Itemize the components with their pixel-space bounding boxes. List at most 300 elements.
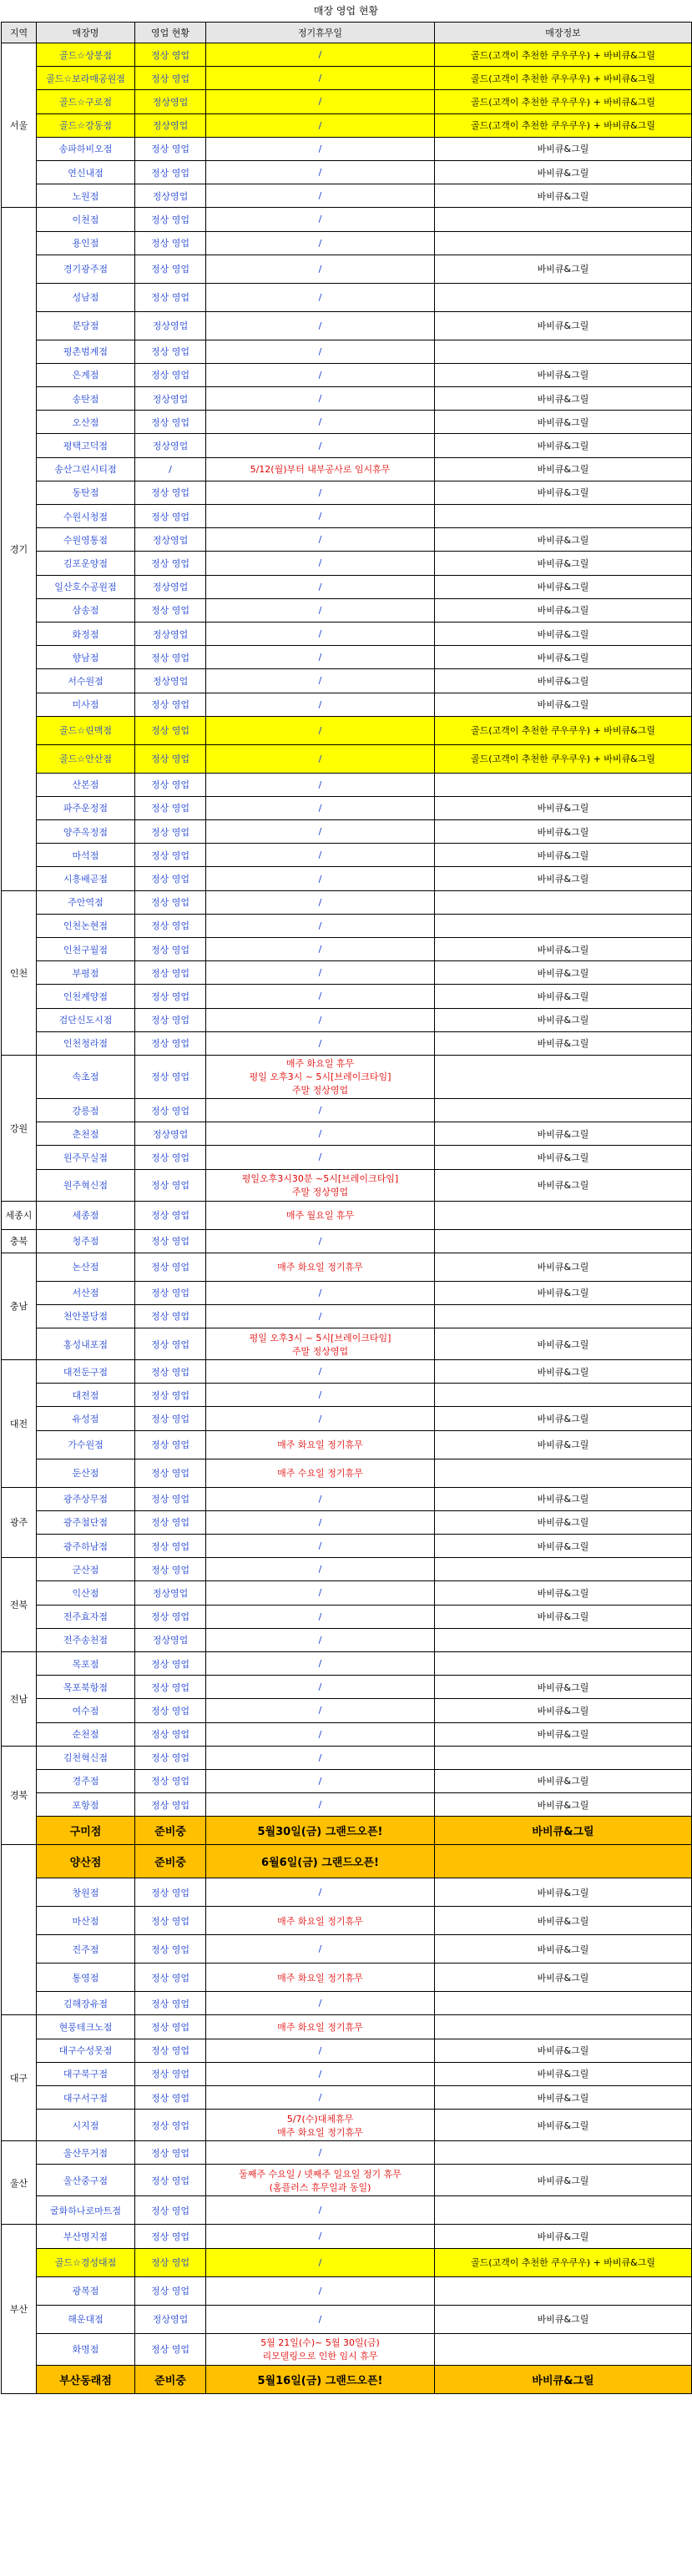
store-name-cell: 광주첨단점 [37,1510,135,1534]
holiday-cell: / [206,231,435,255]
status-cell: 정상영업 [135,1581,206,1605]
store-name-cell: 부평점 [37,961,135,985]
table-row [2,2165,692,2196]
table-row [2,961,692,985]
store-info-cell [435,1628,692,1651]
holiday-cell: / [206,985,435,1008]
status-cell: 정상 영업 [135,231,206,255]
holiday-cell: 5월16일(금) 그랜드오픈! [206,2365,435,2393]
store-name-cell: 은계점 [37,363,135,386]
status-cell: 정상 영업 [135,844,206,867]
region-cell: 경기 [2,208,37,890]
store-name-cell: 화정점 [37,622,135,645]
table-row [2,231,692,255]
store-name-cell: 순천점 [37,1722,135,1746]
table-row [2,2110,692,2141]
store-info-cell [435,1459,692,1487]
status-cell: 정상 영업 [135,481,206,504]
holiday-cell: / [206,1384,435,1407]
status-cell: 정상 영업 [135,2165,206,2196]
table-row [2,1581,692,1605]
store-info-cell: 바비큐&그릴 [435,2110,692,2141]
store-info-cell: 바비큐&그릴 [435,844,692,867]
table-row [2,1055,692,1098]
store-info-cell: 골드(고객이 추천한 쿠우쿠우) + 바비큐&그릴 [435,90,692,113]
holiday-cell: 5/12(월)부터 내부공사로 임시휴무 [206,457,435,481]
holiday-cell: / [206,598,435,622]
table-row [2,890,692,914]
status-cell: 정상 영업 [135,2333,206,2365]
store-info-cell: 바비큐&그릴 [435,1510,692,1534]
region-cell: 광주 [2,1487,37,1558]
store-name-cell: 가수원점 [37,1430,135,1459]
store-name-cell: 수원영통점 [37,528,135,552]
region-cell: 부산 [2,2225,37,2393]
holiday-cell: / [206,1699,435,1722]
store-name-cell: 주안역점 [37,890,135,914]
table-row [2,160,692,184]
status-cell: 정상 영업 [135,1098,206,1122]
status-cell: 정상 영업 [135,938,206,961]
store-info-cell [435,1558,692,1581]
table-row [2,1628,692,1651]
store-info-cell [435,208,692,231]
status-cell: 정상 영업 [135,2225,206,2248]
holiday-cell: / [206,914,435,937]
status-cell: 준비중 [135,2365,206,2393]
store-name-cell: 수원시청점 [37,505,135,528]
table-row [2,113,692,137]
status-cell: 정상 영업 [135,693,206,716]
store-name-cell: 검단신도시점 [37,1008,135,1031]
holiday-cell: / [206,340,435,363]
table-row [2,575,692,598]
store-name-cell: 익산점 [37,1581,135,1605]
table-row [2,1605,692,1628]
store-info-cell: 바비큐&그릴 [435,1722,692,1746]
table-row [2,1430,692,1459]
table-row [2,598,692,622]
holiday-cell: / [206,669,435,693]
store-info-cell: 바비큐&그릴 [435,1907,692,1935]
store-name-cell: 송탄점 [37,387,135,411]
holiday-cell: / [206,2086,435,2110]
table-row [2,1487,692,1510]
table-row [2,1964,692,1992]
store-name-cell: 구미점 [37,1817,135,1845]
status-cell: 정상 영업 [135,1935,206,1964]
header-region: 지역 [2,23,37,43]
region-cell: 전북 [2,1558,37,1652]
table-row [2,255,692,283]
store-name-cell: 골드☆린맥점 [37,716,135,744]
store-name-cell: 대전점 [37,1384,135,1407]
table-row [2,693,692,716]
table-row [2,744,692,773]
store-info-cell [435,914,692,937]
region-cell: 충남 [2,1253,37,1359]
table-row [2,457,692,481]
status-cell: 정상영업 [135,622,206,645]
region-cell: 인천 [2,890,37,1055]
table-row [2,283,692,311]
holiday-cell: / [206,716,435,744]
store-info-cell: 골드(고객이 추천한 쿠우쿠우) + 바비큐&그릴 [435,744,692,773]
status-cell: 정상 영업 [135,1146,206,1169]
store-info-cell: 바비큐&그릴 [435,622,692,645]
header-holiday: 정기휴무일 [206,23,435,43]
page-title: 매장 영업 현황 [313,5,379,17]
header-store: 매장명 [37,23,135,43]
table-row [2,1146,692,1169]
holiday-cell: / [206,2141,435,2165]
holiday-cell: / [206,1651,435,1675]
store-info-cell [435,1746,692,1769]
holiday-cell: / [206,646,435,669]
region-cell: 경북 [2,1746,37,1845]
holiday-cell: / [206,1008,435,1031]
store-name-cell: 논산점 [37,1253,135,1281]
table-row [2,669,692,693]
holiday-cell: 매주 수요일 정기휴무 [206,1459,435,1487]
store-info-cell: 바비큐&그릴 [435,363,692,386]
status-cell: 정상 영업 [135,2110,206,2141]
store-name-cell: 둔산점 [37,1459,135,1487]
holiday-cell: / [206,1122,435,1146]
table-row [2,2305,692,2333]
status-cell: 정상 영업 [135,2015,206,2039]
store-info-cell: 바비큐&그릴 [435,1360,692,1384]
table-row [2,1793,692,1817]
holiday-cell: 평일오후3시30분 ~5시[브레이크타임] 주말 정상영업 [206,1169,435,1201]
table-row [2,1008,692,1031]
table-row [2,1746,692,1769]
status-cell: 정상영업 [135,575,206,598]
store-info-cell [435,2015,692,2039]
holiday-cell: / [206,311,435,340]
store-name-cell: 용인점 [37,231,135,255]
store-name-cell: 목포북항점 [37,1676,135,1699]
holiday-cell: / [206,1628,435,1651]
store-name-cell: 울산무거점 [37,2141,135,2165]
table-row [2,2248,692,2276]
holiday-cell: / [206,67,435,90]
table-row [2,2276,692,2305]
store-info-cell: 바비큐&그릴 [435,481,692,504]
table-row [2,985,692,1008]
status-cell: 정상 영업 [135,744,206,773]
table-row [2,646,692,669]
store-name-cell: 미사점 [37,693,135,716]
table-row [2,1817,692,1845]
store-name-cell: 전주효자점 [37,1605,135,1628]
holiday-cell: / [206,890,435,914]
store-info-cell: 바비큐&그릴 [435,1253,692,1281]
holiday-cell: / [206,160,435,184]
status-cell: 정상 영업 [135,1907,206,1935]
status-cell: 정상 영업 [135,1793,206,1817]
holiday-cell: / [206,1935,435,1964]
holiday-cell: 6월6일(금) 그랜드오픈! [206,1845,435,1878]
store-name-cell: 이천점 [37,208,135,231]
store-status-table [1,22,692,2394]
status-cell: 정상 영업 [135,1360,206,1384]
store-info-cell: 바비큐&그릴 [435,137,692,160]
store-info-cell: 바비큐&그릴 [435,1430,692,1459]
store-name-cell: 광복점 [37,2276,135,2305]
store-name-cell: 골드☆강동점 [37,113,135,137]
store-name-cell: 대구서구점 [37,2086,135,2110]
holiday-cell: / [206,184,435,208]
store-name-cell: 인천청라점 [37,1031,135,1055]
holiday-cell: / [206,90,435,113]
holiday-cell: / [206,1360,435,1384]
holiday-cell: / [206,113,435,137]
table-row [2,137,692,160]
table-row [2,796,692,819]
table-row [2,2196,692,2225]
store-info-cell: 바비큐&그릴 [435,552,692,575]
status-cell: 정상 영업 [135,363,206,386]
store-name-cell: 부산명지점 [37,2225,135,2248]
status-cell: 정상 영업 [135,43,206,67]
status-cell: 정상 영업 [135,283,206,311]
store-info-cell: 골드(고객이 추천한 쿠우쿠우) + 바비큐&그릴 [435,716,692,744]
store-name-cell: 일산호수공원점 [37,575,135,598]
status-cell: 정상 영업 [135,1558,206,1581]
store-name-cell: 골드☆경성대점 [37,2248,135,2276]
status-cell: 정상 영업 [135,867,206,890]
region-cell: 서울 [2,43,37,208]
store-name-cell: 시지점 [37,2110,135,2141]
store-info-cell [435,1384,692,1407]
table-row [2,1992,692,2015]
table-row [2,1253,692,1281]
store-info-cell [435,340,692,363]
store-name-cell: 골드☆안산점 [37,744,135,773]
holiday-cell: / [206,283,435,311]
status-cell: 정상 영업 [135,1407,206,1430]
store-name-cell: 평촌범계점 [37,340,135,363]
holiday-cell: / [206,1031,435,1055]
region-cell: 울산 [2,2141,37,2225]
store-name-cell: 분당점 [37,311,135,340]
store-info-cell: 바비큐&그릴 [435,2165,692,2196]
status-cell: 정상 영업 [135,1676,206,1699]
holiday-cell: 매주 화요일 정기휴무 [206,1430,435,1459]
store-info-cell: 바비큐&그릴 [435,1605,692,1628]
table-row [2,867,692,890]
holiday-cell: / [206,505,435,528]
table-row [2,434,692,457]
table-row [2,1384,692,1407]
status-cell: 정상 영업 [135,2062,206,2085]
store-info-cell: 바비큐&그릴 [435,311,692,340]
holiday-cell: 평일 오후3시 ~ 5시[브레이크타임] 주말 정상영업 [206,1328,435,1360]
store-name-cell: 송산그린시티점 [37,457,135,481]
status-cell: 정상 영업 [135,820,206,844]
table-row [2,528,692,552]
table-row [2,2365,692,2393]
holiday-cell: / [206,2276,435,2305]
holiday-cell: / [206,622,435,645]
status-cell: 정상 영업 [135,1304,206,1328]
region-cell: 충북 [2,1229,37,1253]
status-cell: 정상 영업 [135,1605,206,1628]
table-row [2,43,692,67]
table-row [2,67,692,90]
table-row [2,914,692,937]
store-name-cell: 산본점 [37,773,135,796]
store-info-cell: 바비큐&그릴 [435,1281,692,1304]
table-row [2,1651,692,1675]
holiday-cell: / [206,1793,435,1817]
status-cell: 정상 영업 [135,985,206,1008]
status-cell: 정상 영업 [135,1964,206,1992]
store-info-cell: 바비큐&그릴 [435,2062,692,2085]
status-cell: 정상 영업 [135,1746,206,1769]
status-cell: 정상 영업 [135,1459,206,1487]
status-cell: 정상영업 [135,311,206,340]
store-info-cell: 바비큐&그릴 [435,2365,692,2393]
store-info-cell: 바비큐&그릴 [435,820,692,844]
region-cell: 대전 [2,1360,37,1488]
status-cell: 정상 영업 [135,1487,206,1510]
store-name-cell: 대구북구점 [37,2062,135,2085]
status-cell: 정상영업 [135,1628,206,1651]
status-cell: 정상 영업 [135,1229,206,1253]
holiday-cell: / [206,820,435,844]
holiday-cell: / [206,552,435,575]
status-cell: 정상 영업 [135,411,206,434]
status-cell: 정상 영업 [135,2196,206,2225]
store-info-cell [435,1201,692,1229]
store-info-cell: 바비큐&그릴 [435,938,692,961]
store-name-cell: 원주무실점 [37,1146,135,1169]
store-name-cell: 연신내점 [37,160,135,184]
table-row [2,1031,692,1055]
status-cell: 정상 영업 [135,1722,206,1746]
status-cell: 정상 영업 [135,1992,206,2015]
status-cell: 정상 영업 [135,2039,206,2062]
status-cell: 정상 영업 [135,67,206,90]
holiday-cell: / [206,1304,435,1328]
store-info-cell: 바비큐&그릴 [435,434,692,457]
store-name-cell: 통영점 [37,1964,135,1992]
store-info-cell: 바비큐&그릴 [435,693,692,716]
store-info-cell: 바비큐&그릴 [435,1769,692,1792]
store-info-cell [435,1845,692,1878]
status-cell: 정상 영업 [135,961,206,985]
store-name-cell: 시흥배곧점 [37,867,135,890]
status-cell: 정상 영업 [135,1281,206,1304]
holiday-cell: / [206,255,435,283]
status-cell: 정상 영업 [135,1055,206,1098]
status-cell: 정상 영업 [135,208,206,231]
status-cell: 정상영업 [135,90,206,113]
status-cell: 정상 영업 [135,1008,206,1031]
holiday-cell: / [206,693,435,716]
status-cell: 정상 영업 [135,1328,206,1360]
store-info-cell [435,1229,692,1253]
table-row [2,2039,692,2062]
status-cell: 정상 영업 [135,1253,206,1281]
table-row [2,1459,692,1487]
store-info-cell: 바비큐&그릴 [435,1581,692,1605]
store-info-cell: 바비큐&그릴 [435,598,692,622]
store-name-cell: 인천논현점 [37,914,135,937]
store-name-cell: 김포운양점 [37,552,135,575]
store-name-cell: 강릉점 [37,1098,135,1122]
store-info-cell: 바비큐&그릴 [435,457,692,481]
store-name-cell: 세종점 [37,1201,135,1229]
store-info-cell: 바비큐&그릴 [435,669,692,693]
store-name-cell: 해운대점 [37,2305,135,2333]
status-cell: 정상 영업 [135,2276,206,2305]
table-row [2,481,692,504]
store-name-cell: 광주하남점 [37,1535,135,1558]
store-info-cell: 바비큐&그릴 [435,961,692,985]
status-cell: 정상영업 [135,669,206,693]
store-info-cell [435,2276,692,2305]
status-cell: 정상 영업 [135,890,206,914]
store-name-cell: 인천계양점 [37,985,135,1008]
holiday-cell: / [206,575,435,598]
holiday-cell: / [206,434,435,457]
status-cell: 정상 영업 [135,646,206,669]
store-info-cell: 바비큐&그릴 [435,646,692,669]
store-name-cell: 유성점 [37,1407,135,1430]
table-header-row [2,23,692,43]
store-info-cell: 바비큐&그릴 [435,184,692,208]
table-row [2,2141,692,2165]
status-cell: 정상영업 [135,434,206,457]
status-cell: 정상영업 [135,1122,206,1146]
store-name-cell: 서수원점 [37,669,135,693]
store-info-cell: 바비큐&그릴 [435,575,692,598]
store-info-cell: 바비큐&그릴 [435,1964,692,1992]
table-row [2,1935,692,1964]
holiday-cell: 5월 21일(수)~ 5월 30일(금) 리모델링으로 인한 임시 휴무 [206,2333,435,2365]
status-cell: 정상 영업 [135,2248,206,2276]
holiday-cell: / [206,481,435,504]
holiday-cell: / [206,2305,435,2333]
store-name-cell: 광주상무점 [37,1487,135,1510]
holiday-cell: / [206,387,435,411]
holiday-cell: / [206,208,435,231]
table-row [2,1229,692,1253]
store-name-cell: 원주혁신점 [37,1169,135,1201]
holiday-cell: / [206,1676,435,1699]
status-cell: 정상 영업 [135,1699,206,1722]
store-info-cell: 바비큐&그릴 [435,2039,692,2062]
status-cell: 정상 영업 [135,1384,206,1407]
store-info-cell: 바비큐&그릴 [435,1407,692,1430]
holiday-cell: / [206,1510,435,1534]
holiday-cell: / [206,1722,435,1746]
store-info-cell: 골드(고객이 추천한 쿠우쿠우) + 바비큐&그릴 [435,2248,692,2276]
status-cell: 준비중 [135,1817,206,1845]
holiday-cell: / [206,844,435,867]
store-info-cell: 바비큐&그릴 [435,1169,692,1201]
table-row [2,1845,692,1878]
table-row [2,1907,692,1935]
store-name-cell: 김해장유점 [37,1992,135,2015]
store-info-cell: 바비큐&그릴 [435,2305,692,2333]
store-name-cell: 삼송점 [37,598,135,622]
status-cell: 정상영업 [135,387,206,411]
status-cell: 정상 영업 [135,1651,206,1675]
